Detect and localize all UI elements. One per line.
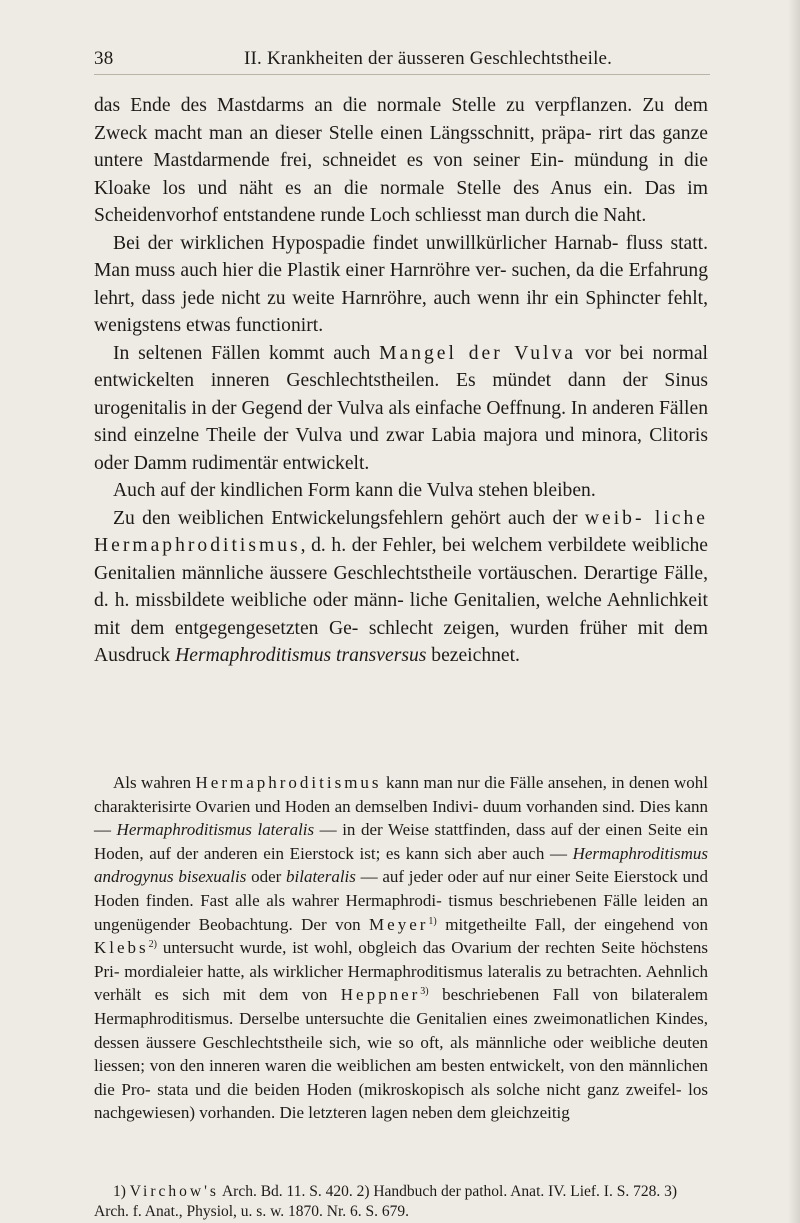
- paragraph-5: [94, 505, 708, 670]
- term-hermaphroditismus: Hermaphroditismus: [195, 773, 382, 792]
- author-klebs: Klebs: [94, 938, 149, 958]
- term-lateralis: Hermaphroditismus lateralis: [116, 820, 315, 840]
- paragraph-5-text-c: bezeichnet.: [426, 645, 520, 666]
- paragraph-5-text-a: Zu den weiblichen Entwickelungsfehlern gehört auch der: [113, 507, 585, 529]
- paragraph-3: [94, 340, 708, 478]
- small-print-section: [94, 771, 708, 1125]
- footnote-text: Arch. Bd. 11. S. 420. 2) Handbuch der pathol. Anat. IV. Lief. I. S. 728. 3) Arch. f. Anat., Physiol, u. s. w. 1870. Nr. 6. S. 679.: [94, 1183, 677, 1220]
- paragraph-1: das Ende des Mastdarms an die normale Stelle zu verpflanzen. Zu dem Zweck macht man an dieser Stelle einen Längsschnitt, präpa- rirt das ganze untere Mastdarmende frei, schneidet es von seiner Ein- mündung in die Kloake los und näht es an die normale Stelle des Anus ein. Das im Scheidenvorhof entstandene runde Loch schliesst man durch die Naht.: [94, 95, 708, 226]
- term-weiblicher-hermaphroditismus: weib- liche Hermaphroditismus: [94, 507, 708, 556]
- footnote-ref-3: 3): [420, 986, 429, 998]
- author-meyer: Meyer: [369, 914, 429, 934]
- term-mangel-der-vulva: Mangel der Vulva: [379, 342, 576, 364]
- page-header: [94, 44, 710, 75]
- small-text-7: oder: [246, 867, 286, 887]
- term-bilateralis: bilateralis: [286, 867, 356, 887]
- running-head: II. Krankheiten der äusseren Geschlechtstheile.: [244, 48, 613, 69]
- small-text-12: mitgetheilte Fall, der eingehend von: [436, 914, 708, 934]
- page-number: 38: [94, 48, 114, 69]
- footnote-ref-2: 2): [148, 939, 158, 951]
- small-paragraph: [94, 771, 708, 1125]
- small-text-3: kann man nur die Fälle ansehen, in denen wohl charakterisirte Ovarien und Hoden an demselben Indivi- duum vorhanden sind. Dies kann —: [94, 773, 708, 840]
- paragraph-2: Bei der wirklichen Hypospadie findet unwillkürlicher Harnab- fluss statt. Man muss auch hier die Plastik einer Harnröhre ver- suchen, da die Erfahrung lehrt, dass jede nicht zu weite Harnröhre, auch wenn ihr ein Sphincter fehlt, wenigstens etwas functionirt.: [94, 232, 708, 336]
- footnote-number: 1): [113, 1183, 130, 1200]
- author-heppner: Heppner: [340, 985, 421, 1005]
- footnotes: [94, 1182, 708, 1221]
- small-text-15: untersucht wurde, ist wohl, obgleich das Ovarium der rechten Seite höchstens Pri- mordialeier hatte, als wirklicher Hermaphroditismus lateralis zu betrachten. Aehnlich verhält es sich mit dem von: [94, 938, 708, 1005]
- footnote-line: [94, 1182, 708, 1221]
- paragraph-5-text-b: , d. h. der Fehler, bei welchem verbildete weibliche Genitalien männliche äussere Geschlechtstheile vortäuschen. Derartige Fälle, d. h. missbildete weibliche oder männ- liche Genitalien, welche Aehnlichkeit mit dem entgegengesetzten Ge- schlecht zeigen, wurden früher mit dem Ausdruck: [94, 535, 708, 666]
- term-androgynus-bisexualis: Hermaphroditismus androgynus bisexualis: [94, 843, 708, 887]
- main-text: [94, 92, 708, 670]
- page-edge-shadow: [788, 0, 800, 1223]
- term-hermaphroditismus-transversus: Hermaphroditismus transversus: [175, 645, 427, 666]
- paragraph-3-text-b: vor bei normal entwickelten inneren Geschlechtstheilen. Es mündet dann der Sinus urogenitalis in der Gegend der Vulva als einfache Oeffnung. In anderen Fällen sind einzelne Theile der Vulva und zwar Labia majora und minora, Clitoris oder Damm rudimentär entwickelt.: [94, 342, 708, 474]
- small-text-9: — auf jeder oder auf nur einer Seite Eierstock und Hoden finden. Fast alle als wahrer Hermaphrodi- tismus beschriebenen Fälle leiden an ungenügender Beobachtung. Der von: [94, 867, 708, 934]
- small-text-5: — in der Weise stattfinden, dass auf der einen Seite ein Hoden, auf der anderen ein Eierstock ist; es kann sich aber auch —: [94, 820, 709, 863]
- paragraph-4: Auch auf der kindlichen Form kann die Vulva stehen bleiben.: [113, 480, 596, 501]
- footnote-ref-1: 1): [428, 915, 437, 927]
- small-text-18: beschriebenen Fall von bilateralem Hermaphroditismus. Derselbe untersuchte die Genitalien eines zweimonatlichen Kindes, dessen äussere Geschlechtstheile sich, wie so oft, als männliche oder weibliche deuten liessen; von den inneren waren die weiblichen am besten entwickelt, von den männlichen die Pro- stata und die beiden Hoden (mikroskopisch als solche nicht ganz zweifel- los nachgewiesen) vorhanden. Die letzteren lagen neben dem gleichzeitig: [94, 985, 708, 1123]
- author-virchow: Virchow's: [129, 1183, 219, 1200]
- paragraph-3-text-a: In seltenen Fällen kommt auch: [113, 342, 380, 364]
- small-text-1: Als wahren: [113, 773, 196, 792]
